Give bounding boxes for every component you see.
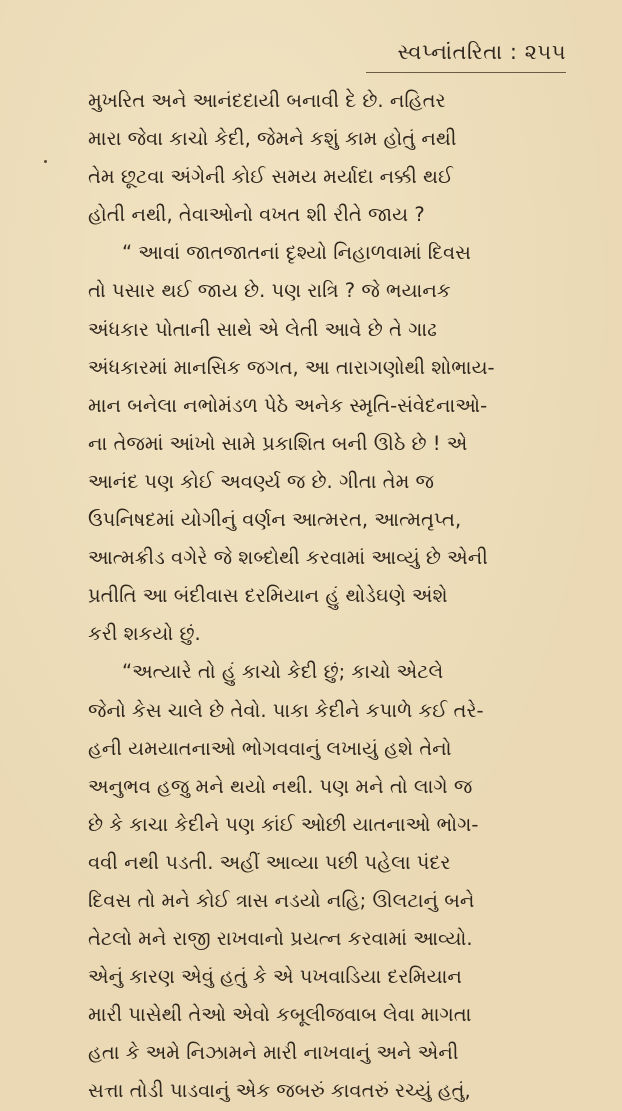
text-line: મારા જેવા કાચો કેદી, જેમને કશું કામ હોતું નથી [88,127,457,151]
text-line: કરી શકયો છું. [88,622,201,646]
text-line: માન બનેલા નભોમંડળ પેઠે અનેક સ્મૃતિ-સંવેદનાઓ- [88,393,488,417]
text-line: પ્રતીતિ આ બંદીવાસ દરમિયાન હું થોડેઘણે અંશે [88,584,448,608]
text-line: ઉપનિષદમાં યોગીનું વર્ણન આત્મરત, આત્મતૃપ્ત, [88,508,462,532]
text-line: ના તેજમાં આંખો સામે પ્રકાશિત બની ઊઠે છે ! એ [88,431,468,455]
paragraph-start-line: “ આવાં જાતજાતનાં દૃશ્યો નિહાળવામાં દિવસ [122,241,471,265]
text-line: હતા કે અમે નિઝામને મારી નાખવાનું અને એની [88,1041,459,1065]
text-line: તો પસાર થઈ જાય છે. પણ રાત્રિ ? જે ભયાનક [88,279,451,303]
text-line: દિવસ તો મને કોઈ ત્રાસ નડયો નહિ; ઊલટાનું બને [88,888,475,912]
running-header: સ્વપ્નાંતરિતા : ૨૫૫ [397,40,566,64]
text-line: હોતી નથી, તેવાઓનો વખત શી રીતે જાય ? [88,203,425,227]
text-line: મુખરિત અને આનંદદાયી બનાવી દે છે. નહિતર [88,89,446,112]
text-line: અંધકાર પોતાની સાથે એ લેતી આવે છે તે ગાઢ [88,317,437,341]
text-line: આનંદ પણ કોઈ અવર્ણ્ય જ છે. ગીતા તેમ જ [88,469,435,493]
text-line: તેટલો મને રાજી રાખવાનો પ્રયત્ન કરવામાં આવ્યો. [88,927,473,951]
text-line: એનું કારણ એવું હતું કે એ પખવાડિયા દરમિયાન [88,965,462,989]
page-body [88,82,576,1111]
text-line: આત્મક્રીડ વગેરે જે શબ્દોથી કરવામાં આવ્યું છે એની [88,546,488,570]
text-line: તેમ છૂટવા અંગેની કોઈ સમય મર્યાદા નક્કી થઈ [88,165,454,189]
text-line: મારી પાસેથી તેઓ એવો કબૂલીજવાબ લેવા માગતા [88,1003,472,1027]
text-line: સત્તા તોડી પાડવાનું એક જબરું કાવતરું રચ્યું હતું, [88,1079,471,1103]
margin-dot [44,160,47,163]
text-line: જેનો કેસ ચાલે છે તેવો. પાકા કેદીને કપાળે કઈ તરે- [88,698,484,722]
text-line: છે કે કાચા કેદીને પણ કાંઈ ઓછી યાતનાઓ ભોગ- [88,812,479,836]
text-line: હની યમયાતનાઓ ભોગવવાનું લખાયું હશે તેનો [88,736,452,760]
text-line: વવી નથી પડતી. અહીં આવ્યા પછી પહેલા પંદર [88,850,451,874]
header-underline [366,72,566,73]
paragraph-start-line: “અત્યારે તો હું કાચો કેદી છું; કાચો એટલે [122,660,444,684]
text-line: અંધકારમાં માનસિક જગત, આ તારાગણોથી શોભાય- [88,355,495,379]
text-line: અનુભવ હજુ મને થયો નથી. પણ મને તો લાગે જ [88,774,473,798]
